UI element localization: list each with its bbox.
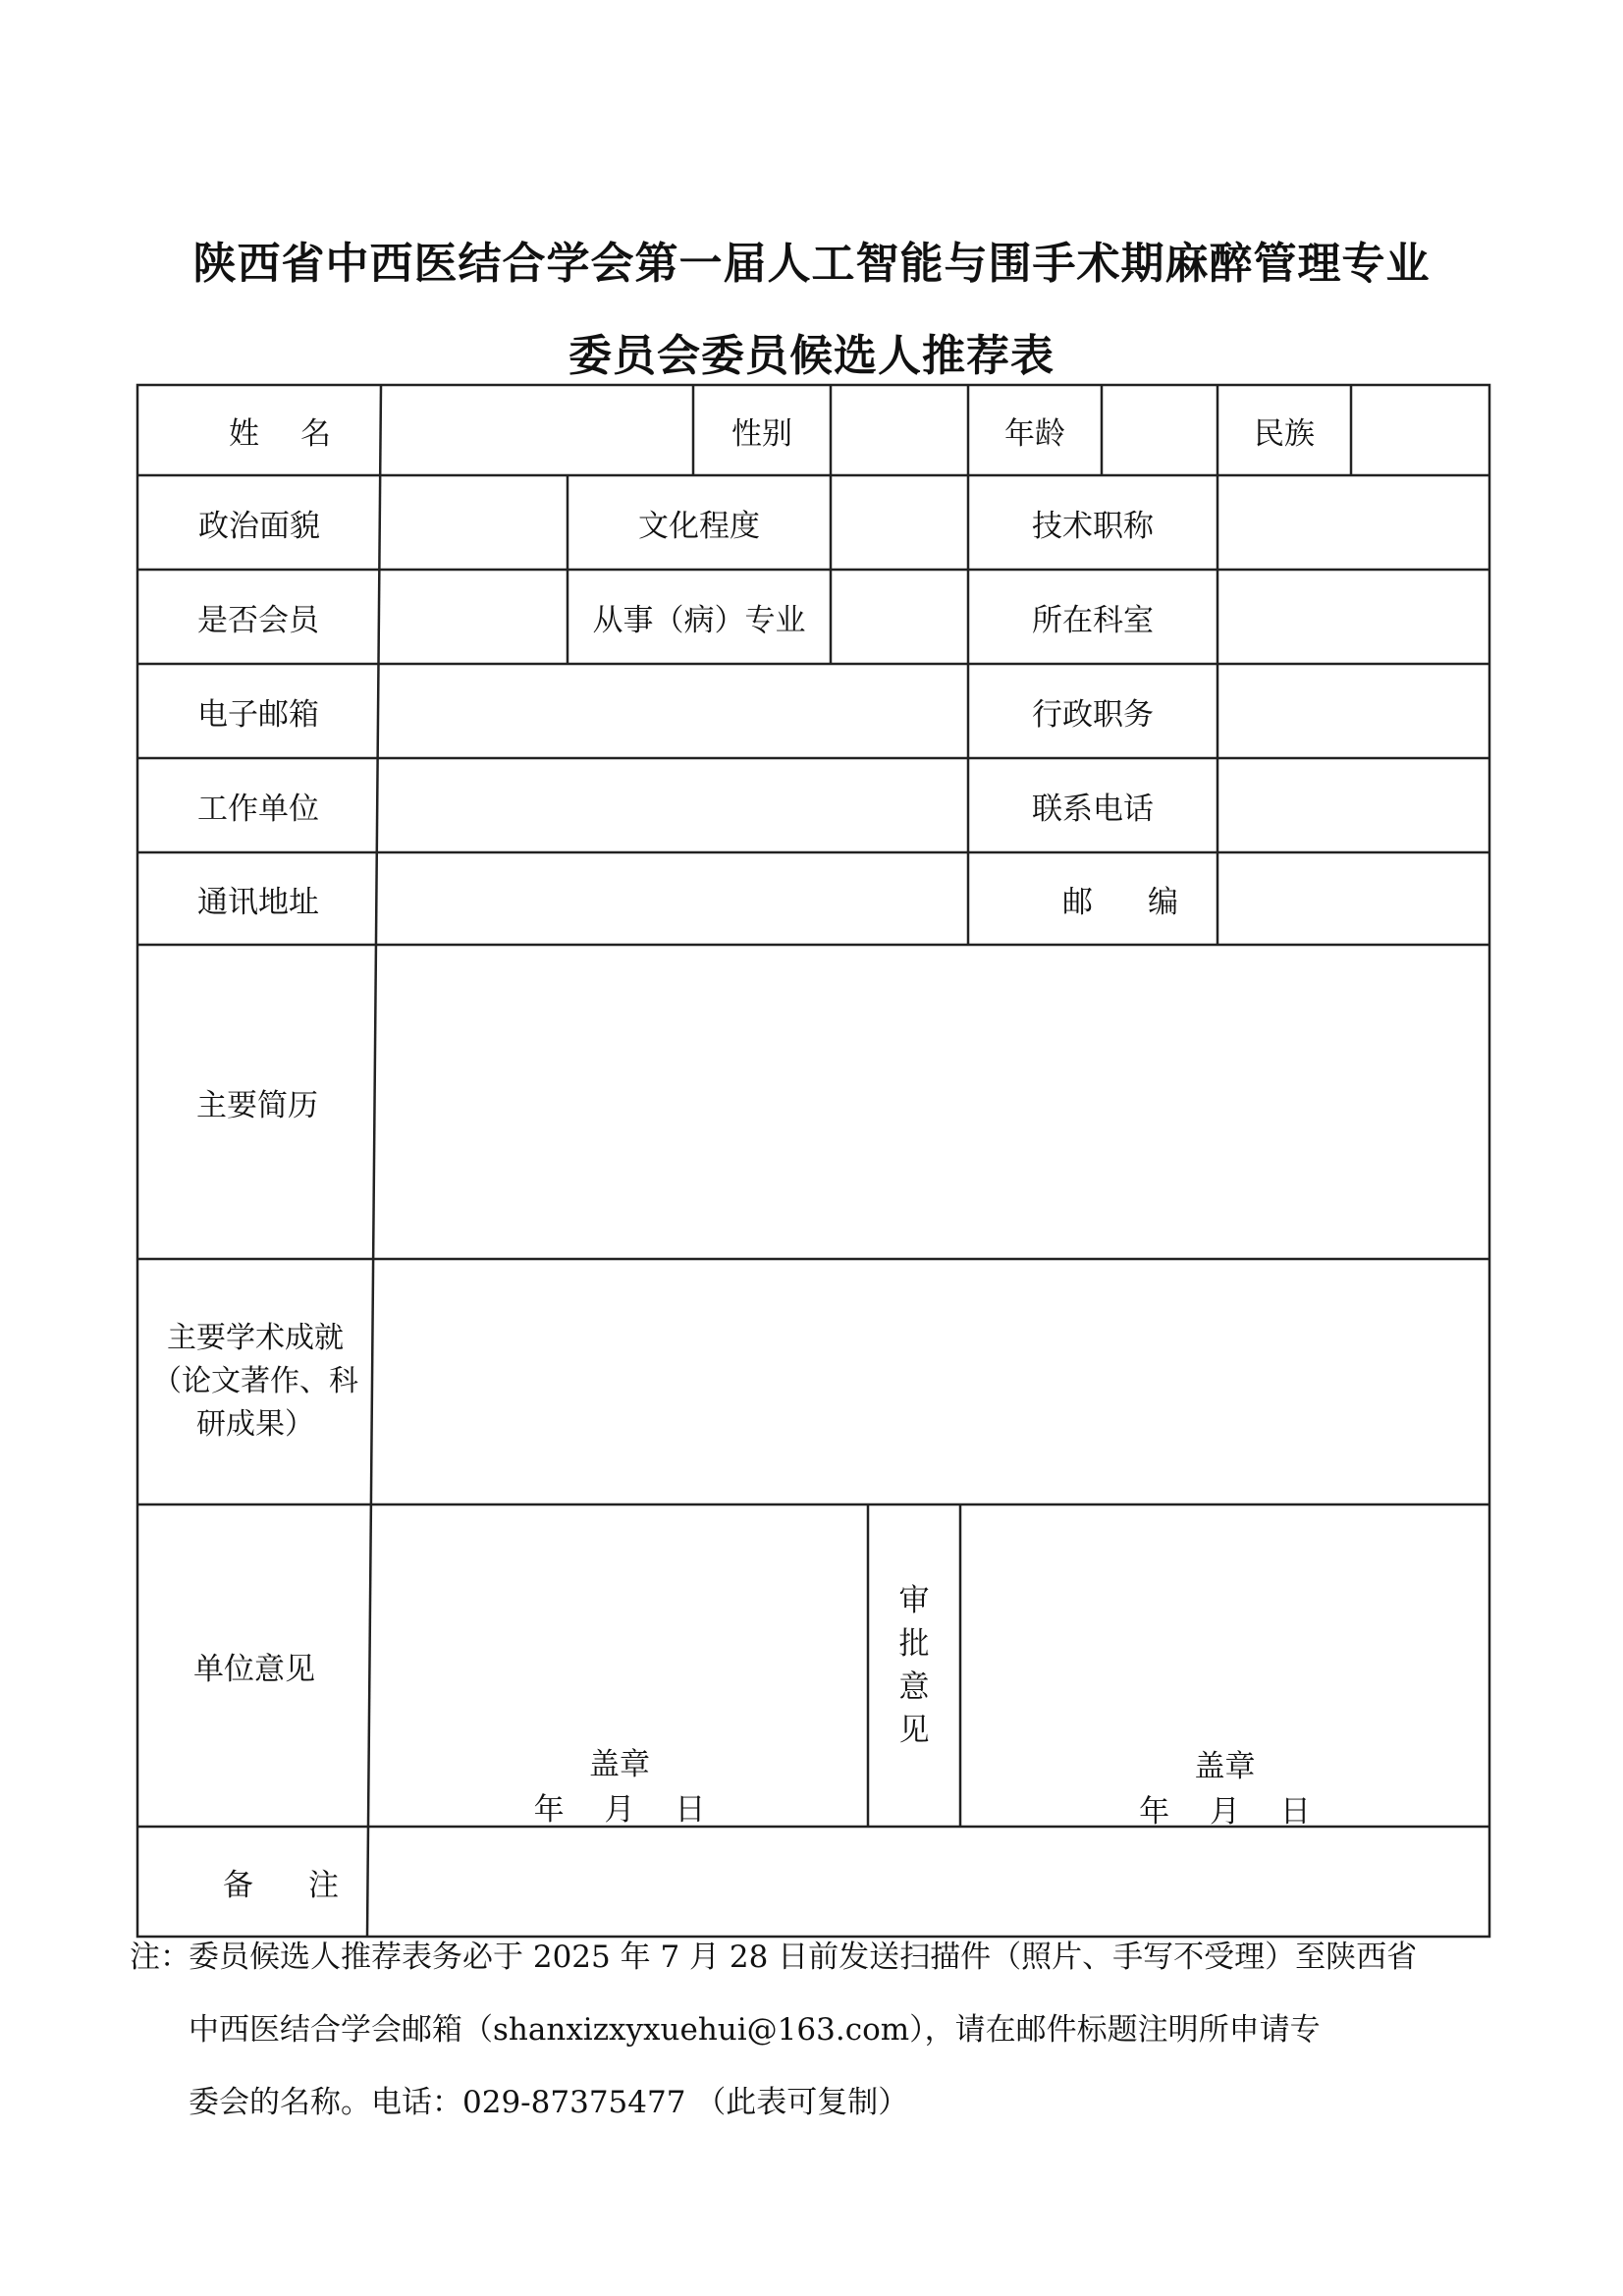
admin-post-field[interactable] xyxy=(1217,664,1489,758)
workplace-field[interactable] xyxy=(379,758,968,852)
email-label: 电子邮箱 xyxy=(197,696,319,733)
approval-char-4: 见 xyxy=(898,1713,930,1748)
resume-field[interactable] xyxy=(377,945,1489,1259)
political-label: 政治面貌 xyxy=(198,508,320,544)
phone-label: 联系电话 xyxy=(1032,791,1154,827)
approval-char-1: 审 xyxy=(898,1583,930,1618)
admin-post-label: 行政职务 xyxy=(1032,696,1154,733)
education-field[interactable] xyxy=(831,475,968,570)
approval-char-2: 批 xyxy=(898,1626,930,1662)
age-label: 年龄 xyxy=(1004,415,1065,452)
ethnicity-field[interactable] xyxy=(1351,385,1489,475)
address-label: 通讯地址 xyxy=(197,884,319,920)
department-label: 所在科室 xyxy=(1032,602,1154,638)
political-field[interactable] xyxy=(381,475,568,570)
achievements-label-line2: （论文著作、科 xyxy=(152,1364,358,1398)
age-field[interactable] xyxy=(1102,385,1217,475)
name-label: 姓名 xyxy=(229,415,372,452)
tech-title-field[interactable] xyxy=(1217,475,1489,570)
education-label: 文化程度 xyxy=(638,508,760,544)
approval-label xyxy=(868,1504,960,1827)
unit-seal-text: 盖章 xyxy=(589,1747,650,1782)
footnote-line2: 中西医结合学会邮箱（shanxizxyxuehui@163.com），请在邮件标题注明所申请专 xyxy=(189,2012,1321,2048)
specialty-field[interactable] xyxy=(831,570,968,664)
member-field[interactable] xyxy=(379,570,568,664)
achievements-field[interactable] xyxy=(373,1259,1489,1504)
approval-date-text: 年 月 日 xyxy=(1139,1794,1311,1830)
approval-char-3: 意 xyxy=(898,1669,930,1705)
achievements-label-line1: 主要学术成就 xyxy=(167,1321,344,1355)
postcode-label: 邮编 xyxy=(1062,884,1233,920)
member-label: 是否会员 xyxy=(197,602,319,638)
document-title-line1: 陕西省中西医结合学会第一届人工智能与围手术期麻醉管理专业 xyxy=(192,239,1431,289)
address-field[interactable] xyxy=(379,852,968,945)
department-field[interactable] xyxy=(1217,570,1489,664)
footnote-line3: 委会的名称。电话：029-87375477 （此表可复制） xyxy=(189,2085,909,2120)
achievements-label-line3: 研成果） xyxy=(196,1407,314,1442)
footnote-label: 注： xyxy=(130,1940,190,1975)
tech-title-label: 技术职称 xyxy=(1032,508,1154,544)
unit-opinion-label: 单位意见 xyxy=(193,1651,315,1687)
postcode-field[interactable] xyxy=(1217,852,1489,945)
workplace-label: 工作单位 xyxy=(197,791,319,827)
ethnicity-label: 民族 xyxy=(1254,415,1315,452)
footnote xyxy=(130,1921,1494,2139)
gender-label: 性别 xyxy=(731,415,792,452)
document-title-line2: 委员会委员候选人推荐表 xyxy=(568,331,1055,381)
resume-label: 主要简历 xyxy=(196,1087,318,1123)
name-field[interactable] xyxy=(381,385,693,475)
phone-field[interactable] xyxy=(1217,758,1489,852)
footnote-line1: 委员候选人推荐表务必于 2025 年 7 月 28 日前发送扫描件（照片、手写不受理）至陕西省 xyxy=(189,1940,1418,1975)
specialty-label: 从事（病）专业 xyxy=(592,602,806,638)
email-field[interactable] xyxy=(379,664,968,758)
gender-field[interactable] xyxy=(831,385,968,475)
remarks-label: 备注 xyxy=(223,1867,394,1903)
achievements-label xyxy=(137,1259,373,1504)
approval-seal-text: 盖章 xyxy=(1194,1749,1256,1784)
unit-date-text: 年 月 日 xyxy=(533,1792,706,1828)
